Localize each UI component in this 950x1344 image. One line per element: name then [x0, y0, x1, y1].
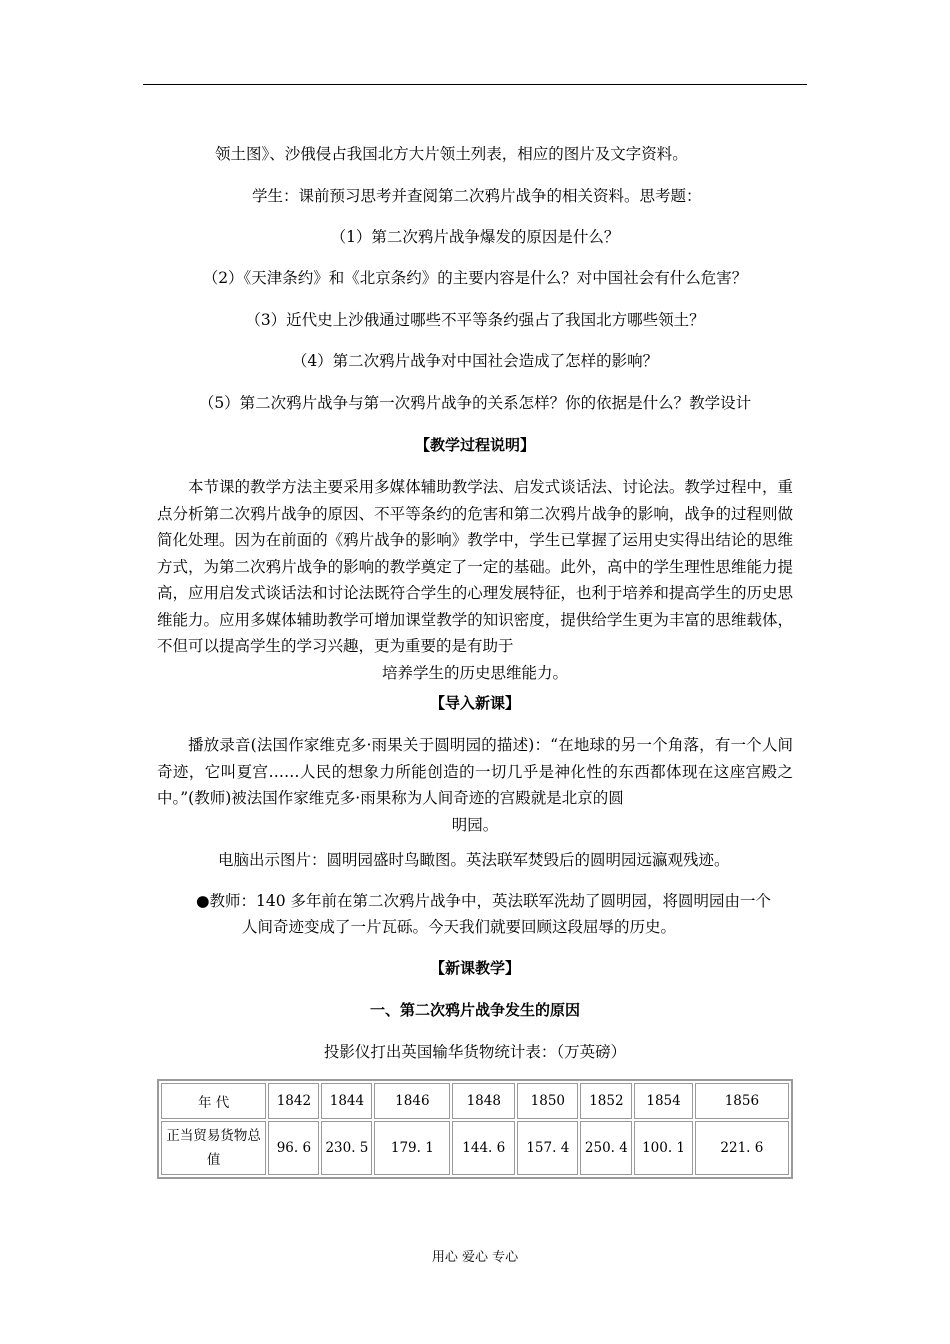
table-value-cell: 230. 5 [321, 1121, 372, 1175]
question-1: （1）第二次鸦片战争爆发的原因是什么？ [330, 228, 620, 246]
heading-teaching-process: 【教学过程说明】 [414, 436, 535, 454]
table-caption: 投影仪打出英国输华货物统计表：（万英磅） [323, 1043, 627, 1061]
table-value-cell: 144. 6 [452, 1121, 515, 1175]
paragraph-teaching-process-last: 培养学生的历史思维能力。 [381, 663, 568, 682]
subheading-causes: 一、第二次鸦片战争发生的原因 [369, 1001, 580, 1019]
text-teacher-line-1: ●教师：140 多年前在第二次鸦片战争中，英法联军洗劫了圆明园，将圆明园由一个 [196, 892, 772, 910]
table-year-cell: 1856 [695, 1083, 789, 1119]
table-row [161, 1121, 789, 1175]
text-line-1: 领土图》、沙俄侵占我国北方大片领土列表，相应的图片及文字资料。 [215, 145, 688, 163]
export-statistics-table [157, 1079, 793, 1179]
table-year-cell: 1850 [517, 1083, 578, 1119]
paragraph-teaching-process [157, 474, 793, 686]
paragraph-teaching-process-body: 本节课的教学方法主要采用多媒体辅助教学法、启发式谈话法、讨论法。教学过程中，重点分析第二次鸦片战争的原因、不平等条约的危害和第二次鸦片战争的影响，战争的过程则做简化处理。因为在前面的《鸦片战争的影响》教学中，学生已掌握了运用史实得出结论的思维方式，为第二次鸦片战争的影响的教学奠定了一定的基础。此外，高中的学生理性思维能力提高，应用启发式谈话法和讨论法既符合学生的心理发展特征，也利于培养和提高学生的历史思维能力。应用多媒体辅助教学可增加课堂教学的知识密度，提供给学生更为丰富的思维载体，不但可以提高学生的学习兴趣，更为重要的是有助于 [157, 478, 793, 655]
paragraph-intro-body: 播放录音(法国作家维克多·雨果关于圆明园的描述)：“在地球的另一个角落，有一个人间奇迹，它叫夏宫……人民的想象力所能创造的一切几乎是神化性的东西都体现在这座宫殿之中。”(教师)被法国作家维克多·雨果称为人间奇迹的宫殿就是北京的圆 [157, 736, 793, 807]
question-2: （2）《天津条约》和《北京条约》的主要内容是什么？对中国社会有什么危害？ [202, 269, 748, 287]
table-value-cell: 100. 1 [634, 1121, 692, 1175]
table-year-cell: 1842 [268, 1083, 319, 1119]
question-5: （5）第二次鸦片战争与第一次鸦片战争的关系怎样？你的依据是什么？教学设计 [198, 394, 752, 412]
text-computer-images: 电脑出示图片：圆明园盛时鸟瞰图。英法联军焚毁后的圆明园远瀛观残迹。 [218, 851, 730, 869]
text-teacher-line-2: 人间奇迹变成了一片瓦砾。今天我们就要回顾这段屈辱的历史。 [242, 918, 677, 936]
table-value-cell: 250. 4 [580, 1121, 632, 1175]
table-year-cell: 1844 [321, 1083, 372, 1119]
question-3: （3）近代史上沙俄通过哪些不平等条约强占了我国北方哪些领土？ [245, 311, 705, 329]
table-year-cell: 1846 [374, 1083, 450, 1119]
page-footer: 用心 爱心 专心 [431, 1250, 519, 1265]
table-value-cell: 221. 6 [695, 1121, 789, 1175]
paragraph-intro-last: 明园。 [451, 815, 499, 834]
table-value-cell: 179. 1 [374, 1121, 450, 1175]
heading-intro: 【导入新课】 [429, 694, 520, 712]
table-value-cell: 157. 4 [517, 1121, 578, 1175]
table-value-cell: 96. 6 [268, 1121, 319, 1175]
table-year-cell: 1848 [452, 1083, 515, 1119]
paragraph-intro [157, 732, 793, 838]
table-year-cell: 1852 [580, 1083, 632, 1119]
heading-new-lesson: 【新课教学】 [429, 959, 520, 977]
table-header-row [161, 1083, 789, 1119]
text-line-students: 学生：课前预习思考并查阅第二次鸦片战争的相关资料。思考题： [252, 187, 702, 205]
table-year-cell: 1854 [634, 1083, 692, 1119]
question-4: （4）第二次鸦片战争对中国社会造成了怎样的影响？ [291, 352, 659, 370]
table-header-label: 年 代 [161, 1083, 266, 1119]
table-row-label: 正当贸易货物总值 [161, 1121, 266, 1175]
header-rule [143, 84, 807, 85]
